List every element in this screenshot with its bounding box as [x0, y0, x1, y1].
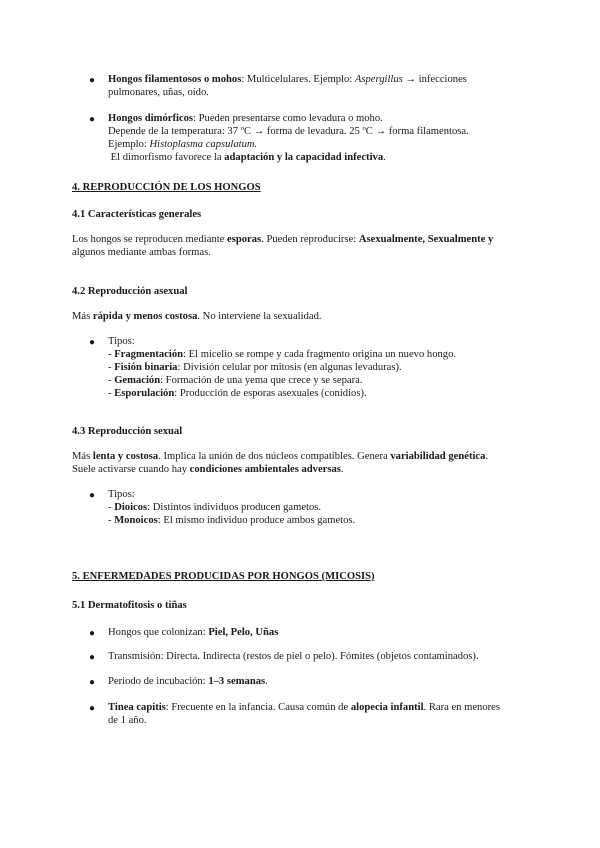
- tipo-item: - Fisión binaria: División celular por mitosis (en algunas levaduras).: [108, 362, 402, 373]
- bullet-icon: ●: [88, 114, 96, 125]
- list-item-colonizan: Hongos que colonizan: Piel, Pelo, Uñas: [108, 627, 279, 638]
- tipo-item: - Monoicos: El mismo individuo produce ambos gametos.: [108, 515, 356, 526]
- section-title-4: 4. REPRODUCCIÓN DE LOS HONGOS: [72, 182, 261, 193]
- bullet-icon: ●: [88, 628, 96, 639]
- list-item-filamentosos: Hongos filamentosos o mohos: Multicelulares. Ejemplo: Aspergillus → infecciones pulmonares, uñas, oído.: [108, 74, 467, 98]
- list-item-transmision: Transmisión: Directa. Indirecta (restos de piel o pelo). Fómites (objetos contaminados).: [108, 651, 479, 662]
- subsection-title-4-2: 4.2 Reproducción asexual: [72, 286, 188, 297]
- bullet-icon: ●: [88, 703, 96, 714]
- bullet-icon: ●: [88, 75, 96, 86]
- list-item-incubacion: Periodo de incubación: 1–3 semanas.: [108, 676, 268, 687]
- subsection-title-4-3: 4.3 Reproducción sexual: [72, 426, 183, 437]
- bullet-icon: ●: [88, 490, 96, 501]
- list-item-tipos-sexual: Tipos: - Dioicos: Distintos individuos producen gametos. - Monoicos: El mismo individuo produce ambos gametos.: [108, 489, 356, 526]
- bullet-icon: ●: [88, 337, 96, 348]
- list-item-tipos-asexual: Tipos: - Fragmentación: El micelio se rompe y cada fragmento origina un nuevo hongo. - Fisión binaria: División celular por mitosis (en algunas levaduras). - Gemación: Formación de una yema que crece y se separa. - Esporulación: Producción de esporas asexuales (conidios).: [108, 336, 457, 399]
- paragraph-4-2: Más rápida y menos costosa. No interviene la sexualidad.: [72, 311, 322, 322]
- tipo-item: - Esporulación: Producción de esporas asexuales (conidios).: [108, 388, 367, 399]
- paragraph-4-1: Los hongos se reproducen mediante esporas. Pueden reproducirse: Asexualmente, Sexualmente y algunos mediante ambas formas.: [72, 234, 494, 258]
- subsection-title-5-1: 5.1 Dermatofitosis o tiñas: [72, 600, 187, 611]
- list-item-tinea-capitis: Tinea capitis: Frecuente en la infancia. Causa común de alopecia infantil. Rara en menores de 1 año.: [108, 702, 500, 726]
- bullet-icon: ●: [88, 677, 96, 688]
- tipo-item: - Dioicos: Distintos individuos producen gametos.: [108, 502, 322, 513]
- subsection-title-4-1: 4.1 Características generales: [72, 209, 202, 220]
- tipo-item: - Fragmentación: El micelio se rompe y cada fragmento origina un nuevo hongo.: [108, 349, 457, 360]
- tipo-item: - Gemación: Formación de una yema que crece y se separa.: [108, 375, 363, 386]
- list-item-dimorficos: Hongos dimórficos: Pueden presentarse como levadura o moho. Depende de la temperatura: 37 ºC → forma de levadura. 25 ºC → forma filamentosa. Ejemplo: Histoplasma capsulatum. El dimorfismo favorece la adaptación y la capacidad infectiva.: [108, 113, 469, 163]
- section-title-5: 5. ENFERMEDADES PRODUCIDAS POR HONGOS (MICOSIS): [72, 571, 375, 582]
- bullet-icon: ●: [88, 652, 96, 663]
- paragraph-4-3: Más lenta y costosa. Implica la unión de dos núcleos compatibles. Genera variabilidad genética. Suele activarse cuando hay condiciones ambientales adversas.: [72, 451, 489, 475]
